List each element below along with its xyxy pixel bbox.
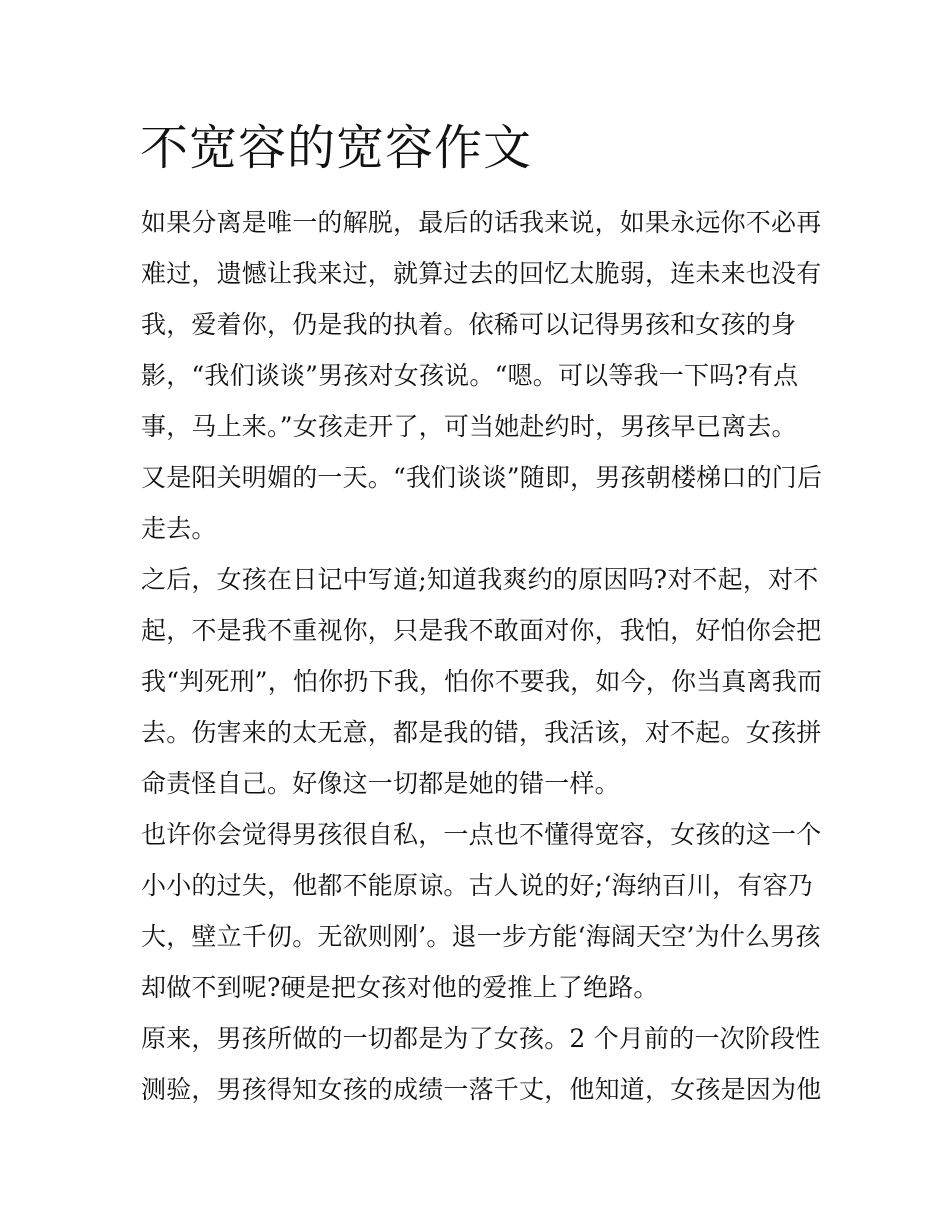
document-title: 不宽容的宽容作文 xyxy=(140,120,533,176)
text-line: 测验，男孩得知女孩的成绩一落千丈，他知道，女孩是因为他 xyxy=(141,1075,822,1104)
text-line: 难过，遗憾让我来过，就算过去的回忆太脆弱，连未来也没有 xyxy=(141,259,822,288)
text-line: 起，不是我不重视你，只是我不敢面对你，我怕，好怕你会把 xyxy=(141,616,822,645)
text-line: 命责怪自己。好像这一切都是她的错一样。 xyxy=(141,769,620,798)
text-line: 大，壁立千仞。无欲则刚’。退一步方能‘海阔天空’为什么男孩 xyxy=(141,922,821,951)
text-line: 之后，女孩在日记中写道;知道我爽约的原因吗?对不起，对不 xyxy=(141,565,819,594)
text-line: 又是阳关明媚的一天。“我们谈谈”随即，男孩朝楼梯口的门后 xyxy=(141,463,823,492)
text-line: 影，“我们谈谈”男孩对女孩说。“嗯。可以等我一下吗?有点 xyxy=(141,361,799,390)
text-line: 走去。 xyxy=(141,514,217,543)
text-line: 却做不到呢?硬是把女孩对他的爱推上了绝路。 xyxy=(141,973,659,1002)
text-line: 事，马上来。”女孩走开了，可当她赴约时，男孩早已离去。 xyxy=(141,412,797,441)
document-body xyxy=(141,197,821,1115)
text-line: 我，爱着你，仍是我的执着。依稀可以记得男孩和女孩的身 xyxy=(141,310,797,339)
text-line: 去。伤害来的太无意，都是我的错，我活该，对不起。女孩拼 xyxy=(141,718,822,747)
text-line: 也许你会觉得男孩很自私，一点也不懂得宽容，女孩的这一个 xyxy=(141,820,822,849)
text-line: 我“判死刑”，怕你扔下我，怕你不要我，如今，你当真离我而 xyxy=(141,667,823,696)
text-line: 原来，男孩所做的一切都是为了女孩。2 个月前的一次阶段性 xyxy=(141,1024,821,1053)
text-line: 小小的过失，他都不能原谅。古人说的好;‘海纳百川，有容乃 xyxy=(141,871,813,900)
text-line: 如果分离是唯一的解脱，最后的话我来说，如果永远你不必再 xyxy=(141,208,822,237)
